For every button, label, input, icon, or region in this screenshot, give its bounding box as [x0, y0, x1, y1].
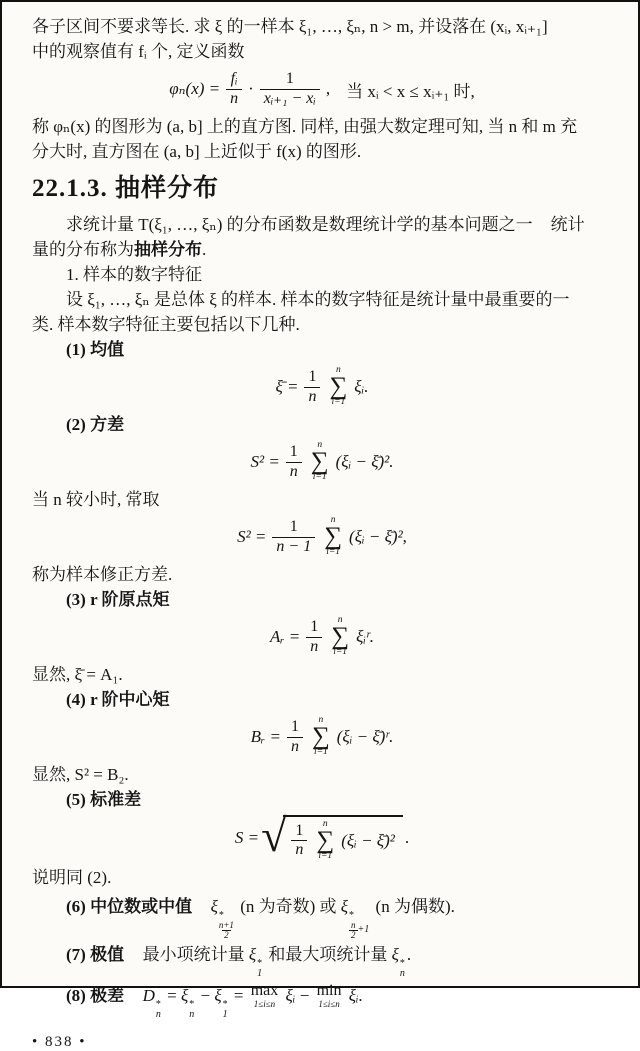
range-d-script: [156, 1000, 161, 1020]
item-4-label: (4) r 阶中心矩: [66, 690, 170, 709]
br-den: n: [287, 737, 303, 756]
cvar-frac: [272, 518, 315, 556]
cvar-den: n − 1: [272, 537, 315, 556]
item-5-label: (5) 标准差: [66, 790, 142, 809]
sigma-symbol: ∑: [331, 622, 350, 650]
std-lhs: S =: [234, 828, 260, 848]
max-order-stat-script: [400, 959, 405, 979]
median-xi-even: ξ: [340, 896, 349, 916]
median-sub-fraction-odd: [219, 921, 234, 940]
range-xi-min: ξ: [214, 985, 222, 1005]
br-frac: [287, 718, 303, 756]
formula-mean: [32, 365, 612, 409]
mean-sum: [329, 366, 347, 408]
section-para-line-2a-text: 量的分布称为: [32, 240, 134, 259]
subsection-1-line-2: 类. 样本数字特征主要包括以下几种.: [32, 315, 300, 334]
sigma-symbol: ∑: [310, 447, 329, 475]
max-op-word: max: [250, 982, 279, 1000]
intro-line-2-text: 中的观察值有 fᵢ 个, 定义函数: [32, 42, 245, 61]
ar-lhs: Aᵣ =: [269, 627, 301, 646]
std-den: n: [291, 840, 307, 859]
corrected-variance-note: 称为样本修正方差.: [32, 565, 173, 584]
br-sum-upper: n: [318, 715, 324, 726]
std-period: .: [404, 828, 410, 848]
variance-note: 当 n 较小时, 常取: [32, 490, 160, 509]
median-sub-even: [349, 921, 369, 940]
median-star: *: [218, 909, 224, 921]
cvar-lhs: S² =: [237, 527, 267, 546]
median-sub1-num: n+1: [218, 919, 234, 930]
sampling-distribution-term: 抽样分布: [134, 240, 202, 259]
range-xi-i: ξᵢ: [285, 985, 296, 1005]
max-operator: [251, 983, 279, 1009]
std-frac: [291, 822, 307, 860]
item-3-label: (3) r 阶原点矩: [66, 590, 170, 609]
cvar-sum-upper: n: [330, 515, 336, 526]
sigma-symbol: ∑: [324, 522, 343, 550]
var-sum-lower: i=1: [312, 472, 327, 483]
min-star: *: [257, 957, 263, 969]
median-xi-odd-script: [219, 911, 234, 940]
extremes-text-1: 最小项统计量: [142, 944, 245, 964]
mean-lhs: ξ̄ =: [275, 377, 299, 396]
section-heading: 22.1.3. 抽样分布: [32, 175, 220, 202]
range-minus: −: [200, 985, 211, 1005]
range-minus-2: −: [299, 985, 310, 1005]
item-7-extremes-line: [32, 940, 612, 979]
item-6-median-line: [32, 890, 612, 940]
item-1-label: (1) 均值: [66, 340, 125, 359]
phi-frac-fi-n: [226, 70, 242, 108]
ar-frac: [306, 618, 322, 656]
extremes-period: .: [406, 944, 412, 964]
ar-den: n: [306, 637, 322, 656]
phi-dot: ·: [248, 79, 254, 98]
range-xi-max-script: [189, 1000, 194, 1020]
section-para-line-1-text: 求统计量 T(ξ₁, …, ξₙ) 的分布函数是数理统计学的基本问题之一: [66, 215, 533, 234]
br-sum-lower: i=1: [313, 747, 328, 758]
formula-histogram-phi: [32, 67, 612, 111]
range-d-star: *: [155, 998, 161, 1010]
range-d-index: n: [155, 1008, 161, 1020]
range-xi-max-star: *: [189, 998, 195, 1010]
var-lhs: S² =: [250, 452, 280, 471]
min-order-stat-xi: ξ: [248, 944, 257, 964]
var-sum-upper: n: [317, 440, 323, 451]
extremes-text-2: 和最大项统计量: [268, 944, 388, 964]
median-star: *: [349, 909, 355, 921]
sigma-symbol: ∑: [311, 722, 330, 750]
intro-line-3: [32, 114, 612, 139]
central-moment-note: 显然, S² = B₂.: [32, 765, 129, 784]
var-den: n: [286, 462, 302, 481]
std-note: 说明同 (2).: [32, 867, 112, 887]
intro-line-1-text: 各子区间不要求等长. 求 ξ 的一样本 ξ₁, …, ξₙ, n > m, 并设落在 (xᵢ, xᵢ₊₁]: [32, 17, 548, 36]
phi-frac2-num: 1: [285, 70, 294, 88]
phi-frac1-den: n: [226, 89, 242, 108]
item-2-label: (2) 方差: [66, 415, 125, 434]
median-sub2-num: n: [351, 919, 356, 930]
page-number: • 838 •: [32, 1033, 87, 1050]
radicand: [283, 815, 402, 862]
intro-line-2: [32, 39, 612, 64]
cvar-sum-lower: i=1: [326, 547, 341, 558]
median-xi-odd: ξ: [210, 896, 218, 916]
ar-sum-lower: i=1: [333, 647, 348, 658]
phi-condition: 当 xᵢ < x ≤ xᵢ₊₁ 时,: [346, 81, 475, 101]
ar-rhs: ξᵢʳ.: [356, 627, 375, 646]
radical-symbol: √: [261, 810, 287, 861]
formula-variance: [32, 440, 612, 484]
mean-sum-upper: n: [336, 365, 341, 376]
max-op-limits: 1≤i≤n: [253, 999, 276, 1010]
min-operator: [317, 983, 342, 1009]
std-rhs: (ξᵢ − ξ̄)²: [341, 830, 395, 850]
min-op-limits: 1≤i≤n: [318, 999, 340, 1010]
cvar-sum: [324, 516, 342, 558]
mean-rhs: ξᵢ.: [354, 377, 369, 396]
formula-standard-deviation: [32, 810, 612, 862]
ar-sum-upper: n: [337, 615, 343, 626]
min-order-stat-script: [257, 959, 262, 979]
phi-frac1-num: fᵢ: [230, 70, 238, 88]
section-para-line-2c-text: .: [202, 240, 207, 259]
var-num: 1: [289, 443, 298, 461]
br-num: 1: [290, 718, 299, 736]
cvar-rhs: (ξᵢ − ξ̄)²,: [349, 527, 407, 546]
range-xi-min-index: 1: [222, 1008, 228, 1020]
std-sum-lower: i=1: [318, 851, 333, 861]
median-sub-fraction-even: [349, 921, 358, 940]
item-8-range-line: [32, 979, 612, 1020]
section-para-line-2: [32, 237, 612, 262]
cvar-num: 1: [289, 518, 298, 536]
square-root: [261, 810, 403, 862]
formula-corrected-variance: [32, 515, 612, 559]
median-xi-even-script: [349, 911, 369, 940]
intro-line-3-text: 称 φₙ(x) 的图形为 (a, b] 上的直方图. 同样, 由强大数定理可知, 当 n 和 m 充: [32, 117, 578, 136]
range-xi-max-index: n: [189, 1008, 195, 1020]
range-eq-2: =: [233, 985, 244, 1005]
intro-line-4: [32, 139, 612, 164]
section-para-line-1: [32, 212, 612, 237]
std-sum: [316, 820, 334, 862]
section-para-line-1b-text: 统计: [550, 215, 585, 234]
ar-num: 1: [310, 618, 319, 636]
intro-line-4-text: 分大时, 直方图在 (a, b] 上近似于 f(x) 的图形.: [32, 142, 362, 161]
phi-lhs: φₙ(x) =: [169, 79, 221, 98]
range-xi-max: ξ: [180, 985, 189, 1005]
var-rhs: (ξᵢ − ξ̄)².: [335, 452, 394, 471]
item-6-label: (6) 中位数或中值: [66, 896, 193, 916]
sigma-symbol: ∑: [316, 826, 335, 854]
std-sum-upper: n: [322, 819, 328, 829]
median-sub2-den: 2: [351, 929, 356, 940]
min-op-word: min: [316, 982, 342, 1000]
br-sum: [312, 716, 330, 758]
var-frac: [286, 443, 302, 481]
range-xi-i-2: ξᵢ.: [348, 985, 363, 1005]
mean-den: n: [304, 387, 320, 406]
median-sub1-den: 2: [224, 929, 229, 940]
sigma-symbol: ∑: [329, 372, 348, 400]
phi-frac-interval: [260, 70, 320, 108]
subsection-1-line-1: 设 ξ₁, …, ξₙ 是总体 ξ 的样本. 样本的数字特征是统计量中最重要的一: [66, 290, 570, 309]
min-index: 1: [257, 967, 263, 979]
range-xi-min-star: *: [222, 998, 228, 1010]
formula-raw-moment: [32, 615, 612, 659]
max-order-stat-xi: ξ: [391, 944, 399, 964]
mean-frac: [304, 368, 320, 406]
item-7-label: (7) 极值: [66, 944, 125, 964]
br-lhs: Bᵣ =: [250, 727, 281, 746]
var-sum: [311, 441, 329, 483]
intro-line-1: [32, 14, 612, 39]
formula-central-moment: [32, 715, 612, 759]
max-star: *: [399, 957, 405, 969]
max-index: n: [399, 967, 405, 979]
mean-num: 1: [308, 368, 317, 386]
ar-sum: [331, 616, 349, 658]
subsection-1-title: 1. 样本的数字特征: [66, 265, 202, 284]
phi-frac2-den: xᵢ₊₁ − xᵢ: [260, 89, 320, 108]
range-xi-min-script: [223, 1000, 228, 1020]
br-rhs: (ξᵢ − ξ̄)ʳ.: [336, 727, 394, 746]
median-even-note: (n 为偶数).: [375, 896, 455, 916]
range-d: D: [142, 985, 155, 1005]
raw-moment-note: 显然, ξ̄ = A₁.: [32, 665, 123, 684]
item-8-label: (8) 极差: [66, 985, 125, 1005]
phi-comma: ,: [325, 79, 331, 98]
median-odd-note: (n 为奇数) 或: [240, 896, 337, 916]
median-sub2-plus: +1: [357, 924, 370, 935]
range-eq-1: =: [167, 985, 177, 1005]
std-num: 1: [295, 821, 304, 839]
mean-sum-lower: i=1: [331, 397, 346, 408]
